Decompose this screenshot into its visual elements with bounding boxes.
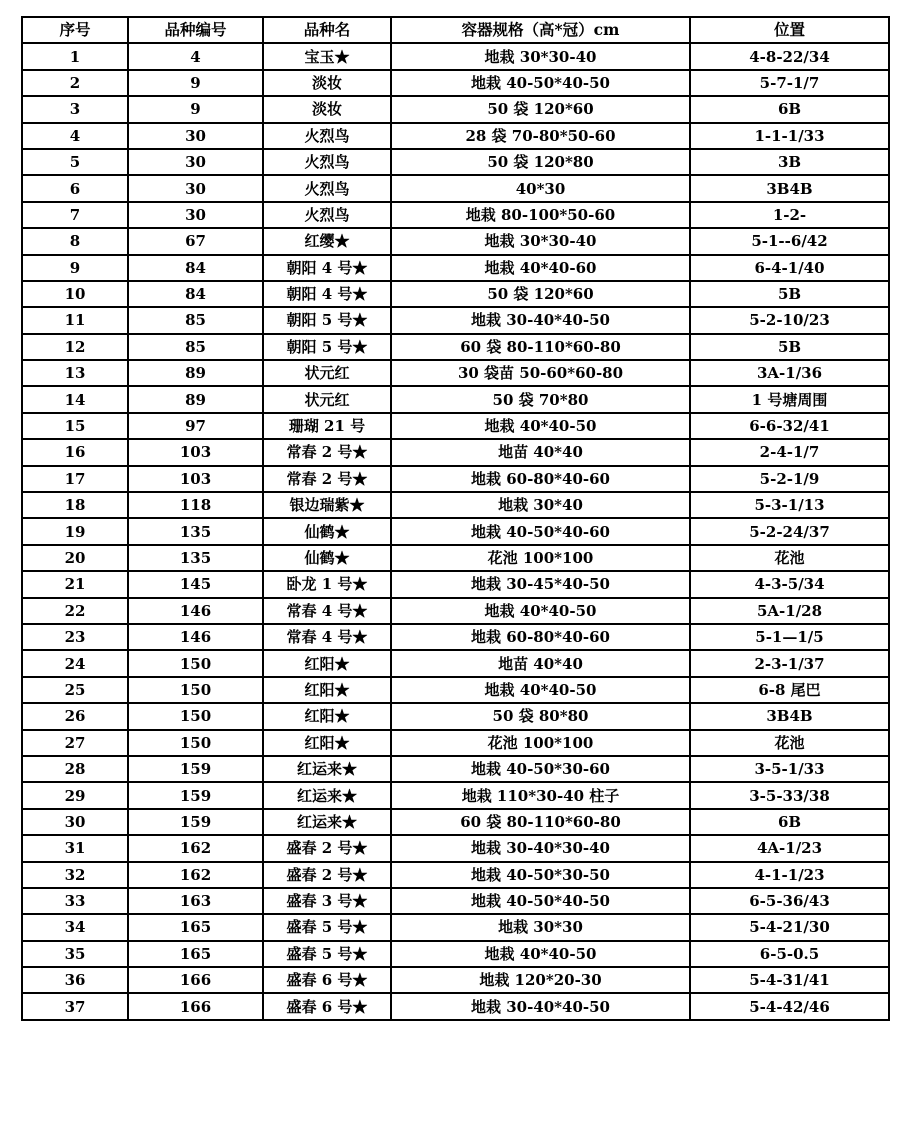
cell-variety-name: 红缨★ [263,228,391,254]
table-row [22,703,889,729]
cell-variety-code: 165 [128,914,263,940]
cell-location: 3B4B [690,175,889,201]
cell-index: 33 [22,888,128,914]
cell-variety-name: 盛春 3 号★ [263,888,391,914]
cell-index: 28 [22,756,128,782]
cell-location: 5-1—1/5 [690,624,889,650]
table-row [22,650,889,676]
cell-variety-name: 朝阳 5 号★ [263,307,391,333]
cell-variety-code: 159 [128,782,263,808]
table-body [22,43,889,1019]
table-row [22,545,889,571]
cell-variety-name: 朝阳 4 号★ [263,255,391,281]
cell-index: 2 [22,70,128,96]
cell-variety-code: 103 [128,466,263,492]
cell-location: 1 号塘周围 [690,386,889,412]
cell-variety-code: 145 [128,571,263,597]
cell-location: 4-8-22/34 [690,43,889,69]
cell-variety-name: 朝阳 4 号★ [263,281,391,307]
table-row [22,360,889,386]
table-row [22,413,889,439]
cell-variety-name: 盛春 6 号★ [263,967,391,993]
cell-container-spec: 地栽 30-40*40-50 [391,307,690,333]
cell-variety-name: 红运来★ [263,782,391,808]
cell-container-spec: 地苗 40*40 [391,439,690,465]
cell-index: 14 [22,386,128,412]
cell-variety-code: 162 [128,862,263,888]
cell-index: 36 [22,967,128,993]
table-row [22,967,889,993]
cell-location: 5-2-10/23 [690,307,889,333]
cell-variety-name: 银边瑞紫★ [263,492,391,518]
table-header-row [22,17,889,43]
header-variety-code: 品种编号 [128,17,263,43]
cell-location: 花池 [690,730,889,756]
table-row [22,334,889,360]
table-row [22,571,889,597]
cell-variety-name: 淡妆 [263,70,391,96]
cell-index: 20 [22,545,128,571]
cell-index: 17 [22,466,128,492]
cell-variety-code: 150 [128,677,263,703]
cell-variety-name: 卧龙 1 号★ [263,571,391,597]
cell-variety-name: 状元红 [263,360,391,386]
cell-location: 5B [690,281,889,307]
table-row [22,307,889,333]
cell-location: 2-4-1/7 [690,439,889,465]
cell-location: 5-2-1/9 [690,466,889,492]
cell-variety-code: 159 [128,756,263,782]
header-index: 序号 [22,17,128,43]
cell-index: 1 [22,43,128,69]
cell-index: 13 [22,360,128,386]
header-container-spec: 容器规格（高*冠）cm [391,17,690,43]
cell-location: 5-1--6/42 [690,228,889,254]
cell-index: 37 [22,993,128,1019]
cell-variety-name: 常春 4 号★ [263,598,391,624]
cell-location: 2-3-1/37 [690,650,889,676]
table-row [22,756,889,782]
cell-variety-code: 4 [128,43,263,69]
cell-variety-code: 30 [128,123,263,149]
cell-container-spec: 地栽 40*40-50 [391,941,690,967]
cell-container-spec: 地栽 40-50*40-50 [391,888,690,914]
cell-index: 11 [22,307,128,333]
cell-variety-name: 仙鹤★ [263,518,391,544]
cell-variety-name: 火烈鸟 [263,202,391,228]
cell-location: 5-4-31/41 [690,967,889,993]
table-row [22,439,889,465]
cell-container-spec: 40*30 [391,175,690,201]
cell-container-spec: 50 袋 120*60 [391,96,690,122]
table-row [22,518,889,544]
cell-container-spec: 50 袋 120*60 [391,281,690,307]
table-row [22,835,889,861]
cell-variety-name: 珊瑚 21 号 [263,413,391,439]
cell-container-spec: 地栽 60-80*40-60 [391,466,690,492]
cell-variety-name: 状元红 [263,386,391,412]
cell-location: 4-3-5/34 [690,571,889,597]
cell-container-spec: 地栽 30-45*40-50 [391,571,690,597]
cell-variety-code: 135 [128,518,263,544]
cell-variety-code: 103 [128,439,263,465]
cell-container-spec: 地栽 30*30-40 [391,228,690,254]
cell-container-spec: 60 袋 80-110*60-80 [391,809,690,835]
cell-variety-code: 30 [128,202,263,228]
cell-container-spec: 地栽 40*40-50 [391,677,690,703]
cell-variety-code: 30 [128,149,263,175]
table-row [22,730,889,756]
cell-container-spec: 花池 100*100 [391,545,690,571]
table-row [22,624,889,650]
cell-index: 15 [22,413,128,439]
table-row [22,149,889,175]
cell-location: 3B [690,149,889,175]
cell-container-spec: 地栽 40-50*30-50 [391,862,690,888]
cell-location: 5A-1/28 [690,598,889,624]
cell-location: 6-4-1/40 [690,255,889,281]
cell-container-spec: 地栽 30-40*40-50 [391,993,690,1019]
cell-index: 8 [22,228,128,254]
cell-variety-name: 红阳★ [263,730,391,756]
cell-variety-code: 89 [128,360,263,386]
cell-variety-name: 红运来★ [263,756,391,782]
cell-index: 24 [22,650,128,676]
cell-location: 6B [690,809,889,835]
cell-container-spec: 地栽 40-50*40-50 [391,70,690,96]
cell-variety-name: 仙鹤★ [263,545,391,571]
cell-location: 花池 [690,545,889,571]
cell-container-spec: 地栽 80-100*50-60 [391,202,690,228]
table-row [22,993,889,1019]
cell-location: 1-2- [690,202,889,228]
cell-index: 30 [22,809,128,835]
cell-variety-code: 67 [128,228,263,254]
table-row [22,175,889,201]
cell-variety-name: 火烈鸟 [263,175,391,201]
cell-container-spec: 60 袋 80-110*60-80 [391,334,690,360]
cell-index: 27 [22,730,128,756]
cell-variety-name: 火烈鸟 [263,149,391,175]
cell-container-spec: 地栽 110*30-40 柱子 [391,782,690,808]
cell-index: 19 [22,518,128,544]
cell-variety-name: 宝玉★ [263,43,391,69]
table-row [22,598,889,624]
cell-location: 5-4-21/30 [690,914,889,940]
table-row [22,492,889,518]
cell-index: 10 [22,281,128,307]
table-row [22,782,889,808]
cell-variety-code: 150 [128,650,263,676]
cell-variety-code: 84 [128,281,263,307]
cell-location: 4-1-1/23 [690,862,889,888]
cell-container-spec: 50 袋 70*80 [391,386,690,412]
table-row [22,202,889,228]
cell-index: 3 [22,96,128,122]
cell-variety-name: 火烈鸟 [263,123,391,149]
cell-container-spec: 50 袋 120*80 [391,149,690,175]
cell-variety-name: 淡妆 [263,96,391,122]
cell-variety-name: 盛春 2 号★ [263,835,391,861]
header-variety-name: 品种名 [263,17,391,43]
cell-variety-name: 红阳★ [263,677,391,703]
cell-index: 29 [22,782,128,808]
cell-location: 3A-1/36 [690,360,889,386]
cell-index: 23 [22,624,128,650]
cell-variety-code: 118 [128,492,263,518]
cell-variety-code: 165 [128,941,263,967]
cell-container-spec: 地栽 30*30-40 [391,43,690,69]
cell-index: 21 [22,571,128,597]
cell-variety-code: 30 [128,175,263,201]
cell-variety-code: 146 [128,598,263,624]
cell-variety-name: 红阳★ [263,650,391,676]
cell-index: 22 [22,598,128,624]
cell-variety-code: 9 [128,70,263,96]
table-row [22,386,889,412]
cell-location: 5-7-1/7 [690,70,889,96]
cell-variety-name: 盛春 5 号★ [263,941,391,967]
cell-variety-name: 常春 4 号★ [263,624,391,650]
cell-index: 18 [22,492,128,518]
cell-variety-name: 盛春 2 号★ [263,862,391,888]
cell-index: 12 [22,334,128,360]
table-row [22,255,889,281]
cell-container-spec: 30 袋苗 50-60*60-80 [391,360,690,386]
cell-variety-code: 135 [128,545,263,571]
cell-variety-code: 9 [128,96,263,122]
cell-location: 5-4-42/46 [690,993,889,1019]
cell-variety-code: 150 [128,703,263,729]
cell-index: 35 [22,941,128,967]
cell-variety-code: 150 [128,730,263,756]
cell-location: 6-5-36/43 [690,888,889,914]
table-row [22,888,889,914]
cell-index: 26 [22,703,128,729]
cell-container-spec: 地栽 30-40*30-40 [391,835,690,861]
cell-location: 3-5-33/38 [690,782,889,808]
cell-variety-code: 162 [128,835,263,861]
cell-variety-name: 朝阳 5 号★ [263,334,391,360]
cell-index: 7 [22,202,128,228]
cell-location: 3-5-1/33 [690,756,889,782]
cell-index: 9 [22,255,128,281]
cell-variety-name: 常春 2 号★ [263,439,391,465]
cell-variety-code: 89 [128,386,263,412]
table-row [22,941,889,967]
cell-index: 31 [22,835,128,861]
table-row [22,281,889,307]
cell-variety-code: 97 [128,413,263,439]
cell-index: 34 [22,914,128,940]
cell-variety-name: 盛春 5 号★ [263,914,391,940]
cell-container-spec: 50 袋 80*80 [391,703,690,729]
cell-variety-name: 红运来★ [263,809,391,835]
cell-container-spec: 地栽 30*40 [391,492,690,518]
cell-location: 5B [690,334,889,360]
table-row [22,43,889,69]
table-row [22,70,889,96]
cell-variety-name: 红阳★ [263,703,391,729]
cell-location: 5-2-24/37 [690,518,889,544]
cell-container-spec: 地栽 30*30 [391,914,690,940]
cell-variety-code: 85 [128,307,263,333]
cell-location: 6B [690,96,889,122]
cell-index: 16 [22,439,128,465]
cell-index: 4 [22,123,128,149]
table-row [22,228,889,254]
document-page [21,16,890,1021]
cell-container-spec: 地栽 120*20-30 [391,967,690,993]
cell-container-spec: 地栽 40-50*30-60 [391,756,690,782]
cell-index: 5 [22,149,128,175]
cell-variety-code: 85 [128,334,263,360]
cell-index: 25 [22,677,128,703]
cell-index: 6 [22,175,128,201]
cell-variety-code: 84 [128,255,263,281]
cell-container-spec: 地苗 40*40 [391,650,690,676]
cell-variety-code: 159 [128,809,263,835]
table-row [22,123,889,149]
cell-location: 1-1-1/33 [690,123,889,149]
cell-location: 6-8 尾巴 [690,677,889,703]
cell-container-spec: 地栽 40*40-60 [391,255,690,281]
cell-location: 6-5-0.5 [690,941,889,967]
cell-variety-name: 盛春 6 号★ [263,993,391,1019]
cell-variety-code: 163 [128,888,263,914]
cell-variety-code: 166 [128,967,263,993]
cell-location: 4A-1/23 [690,835,889,861]
cell-index: 32 [22,862,128,888]
cell-container-spec: 花池 100*100 [391,730,690,756]
table-row [22,809,889,835]
variety-location-table [21,16,890,1021]
cell-container-spec: 地栽 40*40-50 [391,598,690,624]
cell-location: 3B4B [690,703,889,729]
table-row [22,862,889,888]
cell-container-spec: 地栽 60-80*40-60 [391,624,690,650]
cell-container-spec: 地栽 40-50*40-60 [391,518,690,544]
cell-location: 5-3-1/13 [690,492,889,518]
table-row [22,466,889,492]
cell-variety-code: 146 [128,624,263,650]
cell-variety-code: 166 [128,993,263,1019]
cell-variety-name: 常春 2 号★ [263,466,391,492]
table-row [22,914,889,940]
header-location: 位置 [690,17,889,43]
table-row [22,677,889,703]
cell-container-spec: 地栽 40*40-50 [391,413,690,439]
table-row [22,96,889,122]
cell-location: 6-6-32/41 [690,413,889,439]
cell-container-spec: 28 袋 70-80*50-60 [391,123,690,149]
